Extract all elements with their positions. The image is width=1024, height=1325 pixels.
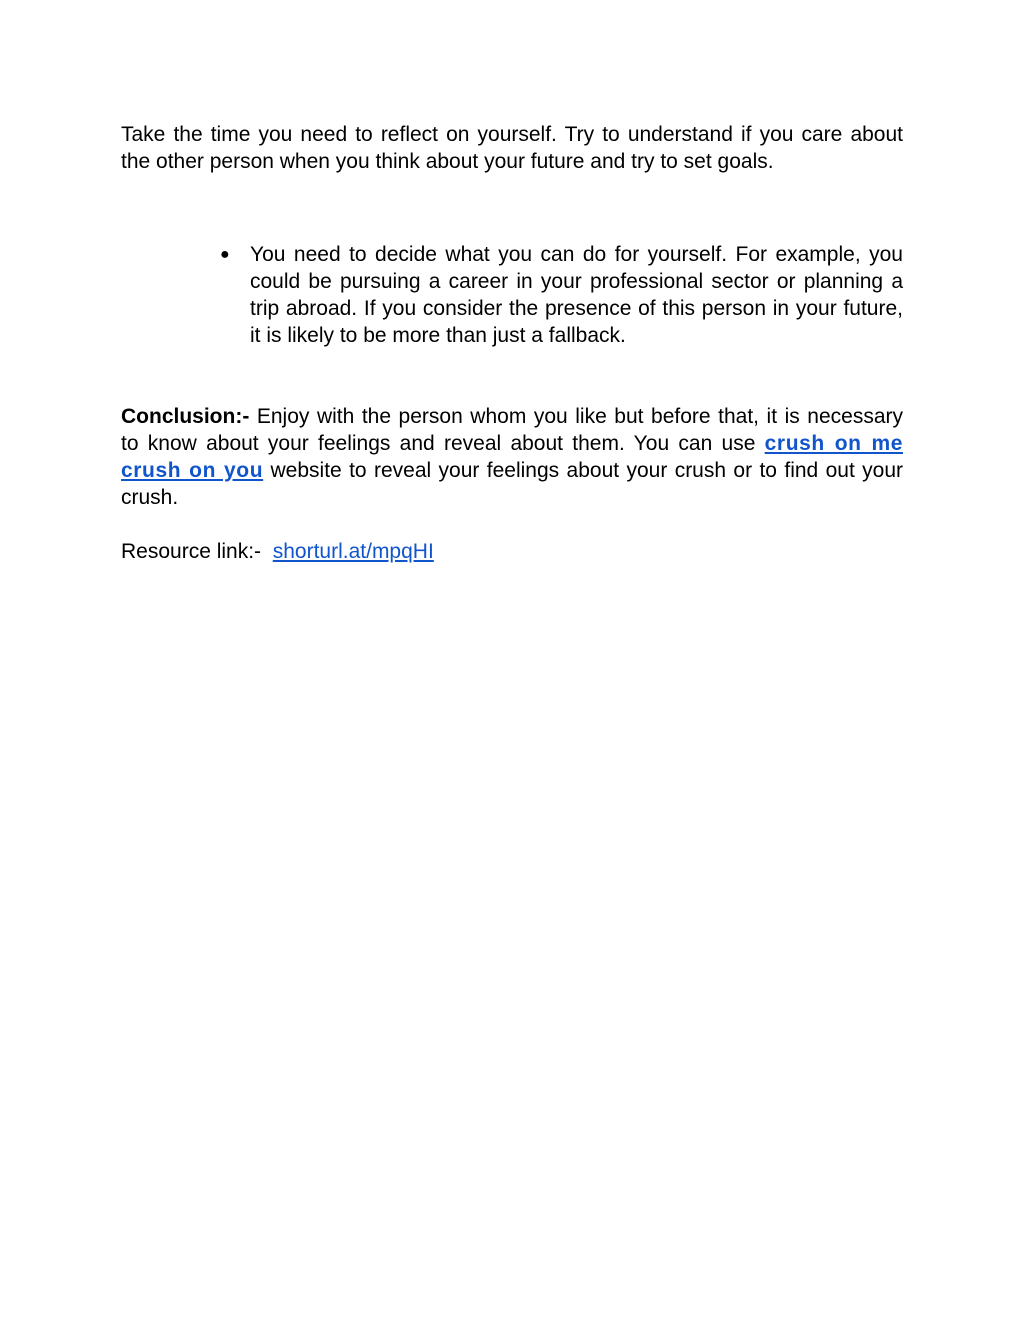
conclusion-paragraph [121, 403, 903, 511]
bullet-icon: ● [220, 246, 230, 263]
list-item [220, 241, 903, 349]
resource-label: Resource link:- [121, 540, 262, 563]
crush-website-link[interactable]: crush on me crush on you [121, 432, 903, 482]
resource-paragraph [121, 538, 903, 565]
paragraph-reflect [121, 121, 903, 175]
conclusion-label: Conclusion:- [121, 405, 250, 428]
conclusion-text-before-link: Enjoy with the person whom you like but before that, it is necessary to know about your feelings and reveal about them. You can use [121, 405, 903, 455]
paragraph-reflect-text: Take the time you need to reflect on yourself. Try to understand if you care about the other person when you think about your future and try to set goals. [121, 123, 903, 173]
resource-link[interactable]: shorturl.at/mpqHI [272, 540, 434, 563]
bullet-text: You need to decide what you can do for yourself. For example, you could be pursuing a career in your professional sector or planning a trip abroad. If you consider the presence of this person in your future, it is likely to be more than just a fallback. [250, 243, 903, 347]
bullet-list [220, 241, 903, 349]
conclusion-text-after-link: website to reveal your feelings about your crush or to find out your crush. [121, 459, 904, 509]
